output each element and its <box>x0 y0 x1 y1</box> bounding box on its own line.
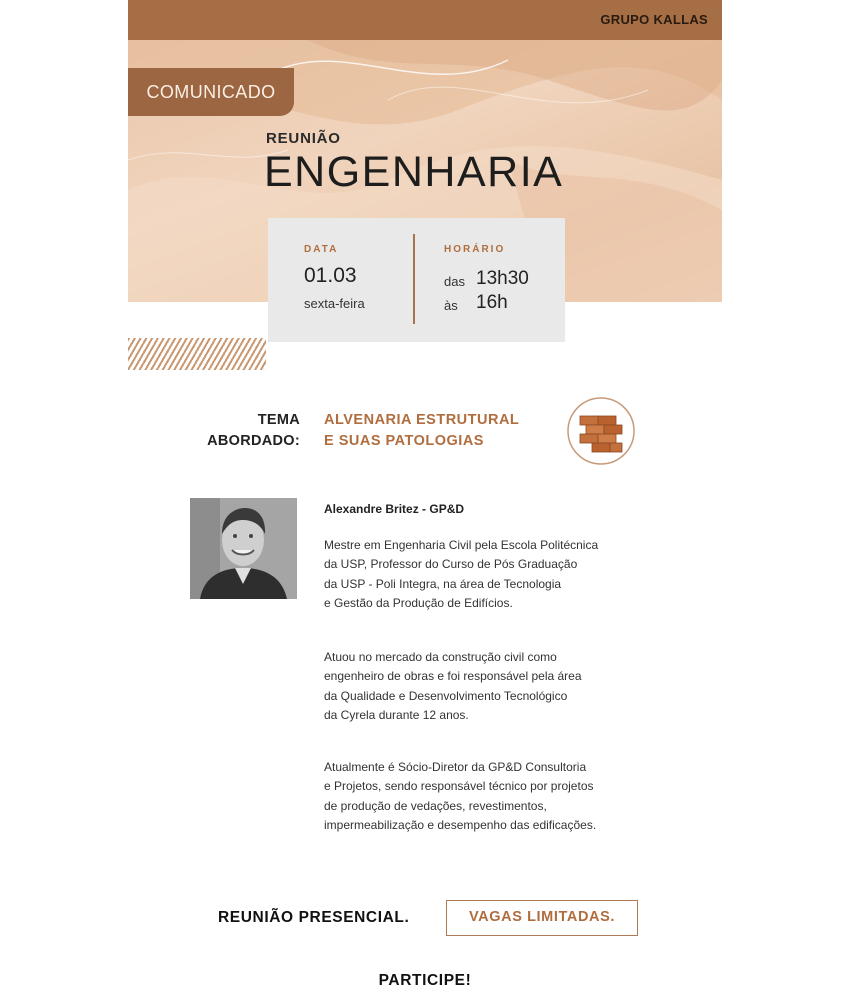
bio-line: engenheiro de obras e foi responsável pela área <box>324 669 582 684</box>
topic-label-line2: ABORDADO: <box>207 433 300 449</box>
speaker-bio-paragraph-1 <box>324 536 704 613</box>
bio-line: da USP, Professor do Curso de Pós Graduação <box>324 557 578 572</box>
topic-value-line1: ALVENARIA ESTRUTURAL <box>324 412 520 428</box>
time-end: 16h <box>476 292 508 313</box>
topic-value-line2: E SUAS PATOLOGIAS <box>324 433 484 449</box>
topic-value <box>324 410 519 452</box>
bio-line: Atuou no mercado da construção civil como <box>324 650 557 664</box>
bio-line: impermeabilização e desempenho das edificações. <box>324 817 597 832</box>
event-weekday: sexta-feira <box>304 296 365 311</box>
bio-line: e Gestão da Produção de Edifícios. <box>324 595 513 610</box>
speaker-photo <box>190 498 297 599</box>
speaker-bio-paragraph-3 <box>324 758 704 835</box>
schedule-divider <box>413 234 415 324</box>
limited-seats-badge: VAGAS LIMITADAS. <box>446 900 638 936</box>
bio-line: de produção de vedações, revestimentos, <box>324 798 547 813</box>
speaker-bio-paragraph-2 <box>324 648 704 725</box>
bio-line: da Cyrela durante 12 anos. <box>324 707 469 722</box>
flyer <box>128 0 722 1000</box>
meeting-kicker: REUNIÃO <box>266 130 341 147</box>
time-label: HORÁRIO <box>444 244 506 255</box>
bio-line: Mestre em Engenharia Civil pela Escola Politécnica <box>324 538 599 552</box>
time-start: 13h30 <box>476 268 529 289</box>
bio-line: da Qualidade e Desenvolvimento Tecnológico <box>324 688 568 703</box>
topic-label <box>178 410 300 452</box>
brand-name: GRUPO KALLAS <box>600 12 708 27</box>
in-person-note: REUNIÃO PRESENCIAL. <box>218 909 410 926</box>
speaker-name: Alexandre Britez - GP&D <box>324 502 465 516</box>
hatch-decoration <box>128 338 266 370</box>
bricks-icon <box>566 396 636 466</box>
date-label: DATA <box>304 244 339 255</box>
event-date: 01.03 <box>304 264 357 287</box>
bio-line: da USP - Poli Integra, na área de Tecnologia <box>324 576 562 591</box>
bio-line: Atualmente é Sócio-Diretor da GP&D Consultoria <box>324 760 587 774</box>
bio-line: e Projetos, sendo responsável técnico por projetos <box>324 779 594 794</box>
speaker-portrait <box>190 498 297 599</box>
comunicado-badge: COMUNICADO <box>128 68 294 116</box>
page-title: ENGENHARIA <box>264 148 564 196</box>
participate-cta: PARTICIPE! <box>378 972 472 989</box>
time-to-word: às <box>444 298 458 313</box>
time-from-word: das <box>444 274 465 289</box>
topic-label-line1: TEMA <box>257 412 300 428</box>
top-bar <box>128 0 722 40</box>
schedule-box <box>268 218 565 342</box>
